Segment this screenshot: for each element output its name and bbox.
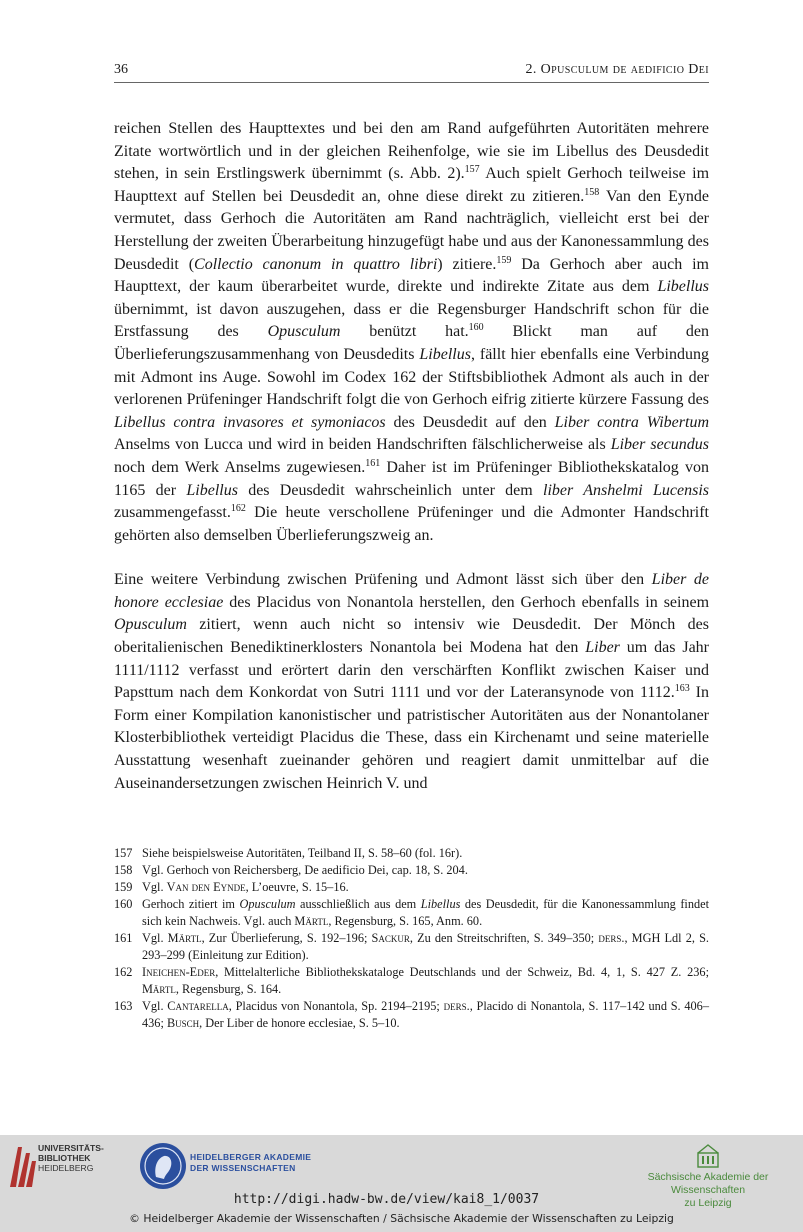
text-segment: zitiert, wenn auch nicht so intensiv wie Deusdedit. Der Mönch des oberitalienischen Benediktinerklosters Nonantola bei Modena hat den bbox=[114, 616, 709, 657]
italic-title: Opusculum bbox=[267, 323, 341, 341]
footnote-number: 161 bbox=[114, 931, 133, 945]
ub-line: BIBLIOTHEK bbox=[38, 1153, 91, 1163]
university-library-name bbox=[38, 1143, 104, 1173]
footnote-ref-160[interactable]: 160 bbox=[468, 322, 484, 334]
text-segment: des Placidus von Nonantola herstellen, den Gerhoch ebenfalls in seinem bbox=[223, 593, 710, 611]
italic-title: Libellus bbox=[419, 345, 471, 363]
text-segment: Van den Eynde vermutet, dass Gerhoch die Autoritäten am Rand nachträglich, vielleicht erst bei der Herstellung der zweiten Überarbeitung hinzugefügt habe und aus der Kanonessammlung des Deusdedit ( bbox=[114, 187, 709, 273]
hdaw-line: HEIDELBERGER AKADEMIE bbox=[190, 1152, 312, 1162]
author-name: Ineichen-Eder bbox=[142, 965, 216, 979]
footnote-160 bbox=[114, 896, 709, 930]
text-segment: Vgl. bbox=[142, 880, 167, 894]
italic-title: Liber de honore ecclesiae bbox=[114, 571, 709, 611]
text-segment: , Zu den Streitschriften, S. 349–350; bbox=[409, 931, 599, 945]
footnote-161 bbox=[114, 930, 709, 964]
text-segment: Auch spielt Gerhoch teilweise im Haupttext auf Stellen bei Deusdedit an, ohne diese direkt zu zitieren. bbox=[114, 165, 710, 205]
text-segment: , fällt hier ebenfalls eine Verbindung mit Admont ins Auge. Sowohl im Codex 162 der Stiftsbibliothek Admont als auch in der verlorenen Prüfeninger Handschrift folgt die von Gerhoch eifrig zitierte kürzere Fassung des bbox=[114, 345, 709, 409]
footnote-163 bbox=[114, 998, 709, 1032]
saw-line: zu Leipzig bbox=[684, 1197, 732, 1209]
italic-title: Liber contra Wibertum bbox=[554, 413, 709, 431]
text-segment: des Deusdedit, für die Kanonessammlung findet sich kein Nachweis. Vgl. auch bbox=[142, 897, 710, 928]
saw-line: Sächsische Akademie der Wissenschaften bbox=[647, 1171, 769, 1196]
italic-title: Libellus bbox=[186, 481, 238, 499]
text-segment: noch dem Werk Anselms zugewiesen. bbox=[114, 458, 366, 476]
footnote-number: 160 bbox=[114, 897, 133, 911]
italic-title: Collectio canonum in quattro libri bbox=[194, 255, 438, 273]
author-name: Märtl bbox=[294, 914, 329, 928]
italic-title: liber Anshelmi Lucensis bbox=[543, 481, 710, 499]
footnotes bbox=[114, 845, 709, 1032]
italic-title: Opusculum bbox=[114, 616, 187, 634]
text-segment: Die heute verschollene Prüfeninger und die Admonter Handschrift gehörten also demselben Überlieferungszweig an. bbox=[114, 504, 709, 544]
text-segment: um das Jahr 1111/1112 verfasst und erörtert darin den verschärften Konflikt zwischen Kaiser und Papsttum nach dem Konkordat von Sutri 1111 und vor der Lateransynode von 1112. bbox=[114, 639, 709, 702]
footnote-ref-158[interactable]: 158 bbox=[584, 186, 600, 198]
author-name: ders. bbox=[443, 999, 470, 1013]
author-name: Busch bbox=[166, 1016, 200, 1030]
text-segment: , Der Liber de honore ecclesiae, S. 5–10. bbox=[199, 1016, 400, 1030]
text-segment: Anselms von Lucca und wird in beiden Handschriften fälschlicherweise als bbox=[114, 436, 611, 454]
italic-title: Opusculum bbox=[239, 897, 296, 911]
main-text bbox=[114, 118, 709, 795]
footnote-text bbox=[142, 896, 709, 930]
text-segment: In Form einer Kompilation kanonistischer und patristischer Autoritäten aus der Nonantolaner Klosterbibliothek verteidigt Placidus die These, dass ein Kirchenamt und seine materielle Ausstattung wesenhaft zueinander gehören und reagiert damit unmittelbar auf die Auseinandersetzungen zwischen Heinrich V. und bbox=[114, 684, 710, 792]
text-segment: zusammengefasst. bbox=[114, 504, 231, 522]
text-segment: , Mittelalterliche Bibliothekskataloge Deutschlands und der Schweiz, Bd. 4, 1, S. 427 Z. 236; bbox=[215, 965, 709, 979]
author-name: Sackur bbox=[371, 931, 410, 945]
footnote-text bbox=[142, 845, 709, 862]
author-name: Märtl bbox=[142, 982, 176, 996]
author-name: ders. bbox=[598, 931, 625, 945]
footnote-text bbox=[142, 879, 709, 896]
text-segment: Eine weitere Verbindung zwischen Prüfening und Admont lässt sich über den bbox=[114, 571, 652, 589]
running-title: 2. Opusculum de aedificio Dei bbox=[525, 62, 709, 77]
footnote-ref-157[interactable]: 157 bbox=[464, 164, 480, 176]
heidelberg-academy-name bbox=[190, 1152, 311, 1174]
footnote-ref-162[interactable]: 162 bbox=[230, 503, 246, 515]
text-segment: , Regensburg, S. 165, Anm. 60. bbox=[328, 914, 483, 928]
italic-title: Libellus bbox=[657, 278, 709, 296]
ub-line: HEIDELBERG bbox=[38, 1163, 94, 1173]
footnote-159 bbox=[114, 879, 709, 896]
copyright-notice: © Heidelberger Akademie der Wissenschaften / Sächsische Akademie der Wissenschaften zu Leipzig bbox=[129, 1212, 674, 1225]
footnote-ref-163[interactable]: 163 bbox=[674, 683, 690, 695]
text-segment: Siehe beispielsweise Autoritäten, Teilband II, S. 58–60 (fol. 16r). bbox=[142, 846, 463, 860]
footnote-ref-161[interactable]: 161 bbox=[365, 457, 381, 469]
author-name: Cantarella bbox=[167, 999, 229, 1013]
text-segment: ausschließlich aus dem bbox=[295, 897, 421, 911]
text-segment: Daher ist im Prüfeninger Bibliothekskatalog von 1165 der bbox=[114, 458, 710, 499]
footnote-ref-159[interactable]: 159 bbox=[496, 254, 512, 266]
footnote-number: 162 bbox=[114, 965, 133, 979]
page-number: 36 bbox=[114, 62, 128, 77]
saxon-academy-logo-icon[interactable] bbox=[696, 1143, 720, 1169]
paragraph-2 bbox=[114, 569, 709, 795]
footnote-162 bbox=[114, 964, 709, 998]
footnote-number: 157 bbox=[114, 846, 133, 860]
text-segment: Gerhoch zitiert im bbox=[142, 897, 240, 911]
text-segment: , Placido di Nonantola, S. 117–142 und S. 406–436; bbox=[142, 999, 709, 1030]
digitization-footer bbox=[0, 1135, 803, 1232]
footnote-number: 158 bbox=[114, 863, 133, 877]
footnote-text bbox=[142, 862, 709, 879]
text-segment: des Deusdedit wahrscheinlich unter dem bbox=[237, 481, 543, 499]
text-segment: des Deusdedit auf den bbox=[385, 413, 555, 431]
hdaw-line: DER WISSENSCHAFTEN bbox=[190, 1163, 296, 1173]
running-header bbox=[114, 60, 709, 83]
footnote-number: 159 bbox=[114, 880, 133, 894]
footnote-text bbox=[142, 998, 709, 1032]
ub-line: UNIVERSITÄTS- bbox=[38, 1143, 104, 1153]
text-segment: Vgl. Gerhoch von Reichersberg, De aedificio Dei, cap. 18, S. 204. bbox=[142, 863, 468, 877]
text-segment: , MGH Ldl 2, S. 293–299 (Einleitung zur Edition). bbox=[142, 931, 710, 962]
text-segment: , Placidus von Nonantola, Sp. 2194–2195; bbox=[228, 999, 444, 1013]
text-segment: übernimmt, ist davon auszugehen, dass er die Regensburger Handschrift schon für die Erstfassung des bbox=[114, 300, 709, 341]
text-segment: Vgl. bbox=[142, 999, 168, 1013]
text-segment: Vgl. bbox=[142, 931, 168, 945]
permalink-url[interactable]: http://digi.hadw-bw.de/view/kai8_1/0037 bbox=[233, 1192, 540, 1207]
footnote-number: 163 bbox=[114, 999, 133, 1013]
italic-title: Liber secundus bbox=[610, 436, 710, 454]
text-segment: benützt hat. bbox=[340, 323, 469, 341]
paragraph-1 bbox=[114, 118, 709, 547]
heidelberg-academy-seal-icon[interactable] bbox=[138, 1141, 188, 1191]
text-segment: ) zitiere. bbox=[437, 255, 497, 273]
text-segment: reichen Stellen des Haupttextes und bei den am Rand aufgeführten Autoritäten mehrere Zitate wortwörtlich und in der gleichen Reihenfolge, wie sie im Libellus des Deusdedit stehen, in sein Erstlingswerk übernimmt (s. Abb. 2). bbox=[114, 120, 709, 183]
author-name: Van den Eynde bbox=[166, 880, 246, 894]
text-segment: , L’oeuvre, S. 15–16. bbox=[245, 880, 349, 894]
footnote-158 bbox=[114, 862, 709, 879]
text-segment: , Zur Überlieferung, S. 192–196; bbox=[201, 931, 372, 945]
italic-title: Liber bbox=[585, 639, 620, 657]
footnote-text bbox=[142, 930, 709, 964]
text-segment: Blickt man auf den Überlieferungszusammenhang von Deusdedits bbox=[114, 323, 710, 363]
footnote-text bbox=[142, 964, 709, 998]
author-name: Märtl bbox=[167, 931, 202, 945]
footnote-157 bbox=[114, 845, 709, 862]
university-library-logo-icon[interactable] bbox=[8, 1143, 38, 1191]
italic-title: Libellus bbox=[420, 897, 461, 911]
text-segment: Da Gerhoch aber auch im Haupttext, der kaum überarbeitet wurde, direkte und indirekte Zitate aus dem bbox=[114, 255, 709, 296]
italic-title: Libellus contra invasores et symoniacos bbox=[114, 413, 386, 431]
text-segment: , Regensburg, S. 164. bbox=[175, 982, 282, 996]
